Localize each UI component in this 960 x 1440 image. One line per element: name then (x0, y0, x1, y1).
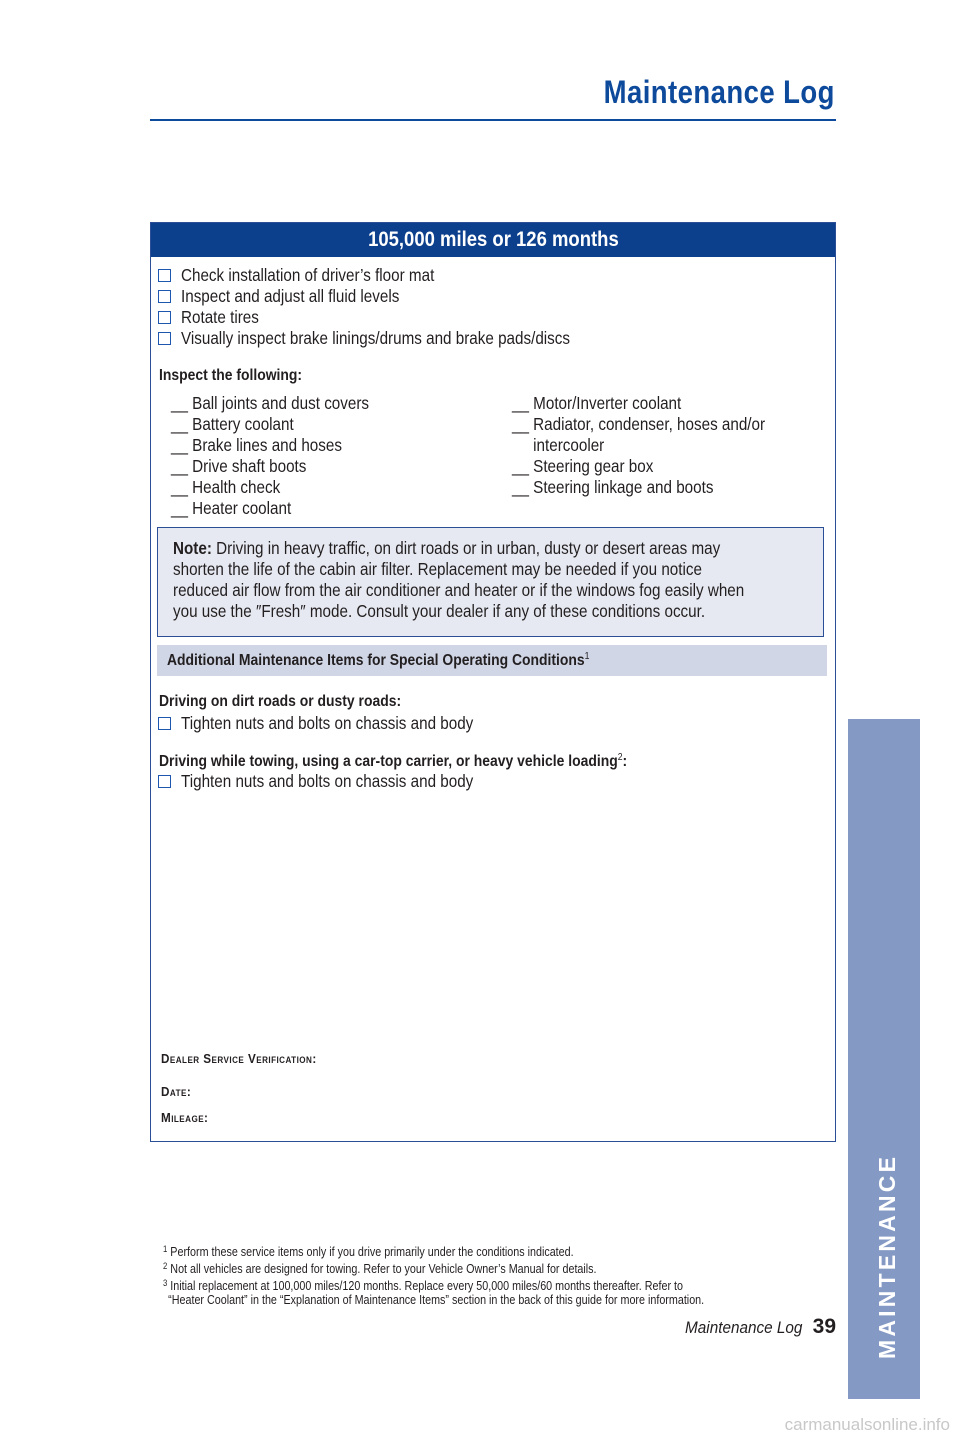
dirt-roads-heading: Driving on dirt roads or dusty roads: (159, 693, 402, 710)
footnote: $^1$ Perform these service items only if you drive primarily under the conditions indicated. (163, 1244, 574, 1259)
inspect-item: __ Drive shaft boots (171, 456, 307, 476)
special-conditions-bar (157, 645, 827, 676)
checkbox-icon[interactable] (158, 775, 171, 788)
footnote: $^3$ Initial replacement at 100,000 miles/120 months. Replace every 50,000 miles/60 months thereafter. Refer to (163, 1278, 684, 1293)
note-text: Note: Driving in heavy traffic, on dirt roads or in urban, dusty or desert areas may shorten the life of the cabin air filter. Replacement may be needed if you notice reduced air flow from the air conditioner and heater or if the windows fog easily when you use the ″Fresh″ mode. Consult your dealer if any of these conditions occur. (173, 538, 745, 621)
inspect-item: __ Radiator, condenser, hoses and/or (512, 414, 766, 434)
section-tab-label: MAINTENANCE (874, 1153, 900, 1359)
inspect-item: __ Steering gear box (512, 456, 654, 476)
inspect-item: __ Motor/Inverter coolant (512, 393, 682, 413)
dealer-verification-label: Dealer Service Verification: (161, 1051, 317, 1066)
footer-section-label: Maintenance Log (685, 1318, 803, 1337)
footnote: $^2$ Not all vehicles are designed for towing. Refer to your Vehicle Owner’s Manual for details. (163, 1261, 597, 1276)
watermark: carmanualsonline.info (784, 1415, 950, 1434)
date-label: Date: (161, 1084, 192, 1099)
maintenance-interval-box: 105,000 miles or 126 months Check installation of driver’s floor mat Inspect and adjust all fluid levels Rotate tires Visually inspect brake linings/drums and brake pads/discs Inspect the following: __ Ball joints and dust covers __ Battery coolant __ Brake lines and hoses __ Drive shaft boots __ Health check __ Heater coolant __ Motor/Inverter coolant __ Radiator, condenser, hoses and/or intercooler __ Steering gear box __ Steering linkage and boots Note: Driving in heavy traffic, on dirt roads or in urban, dusty or desert areas may shorten the life of the cabin air filter. Replacement may be needed if you notice reduced air flow from the air conditioner and heater or if the windows fog easily when you use the ″Fresh″ mode. Consult your dealer if any of these conditions occur. Additional Maintenance Items for Special Operating Conditions$^1$ Driving on dirt roads or dusty roads: Tighten nuts and bolts on chassis and body Driving while towing, using a car-top carrier, or heavy vehicle loading$^2$: Tighten nuts and bolts on chassis and body Dealer Service Verification: Date: Mileage: (150, 222, 836, 1142)
inspect-item: __ Health check (171, 477, 281, 497)
mileage-label: Mileage: (161, 1110, 209, 1125)
inspect-item: __ Steering linkage and boots (512, 477, 714, 497)
title-divider (150, 119, 836, 121)
inspect-item: __ Heater coolant (171, 498, 292, 518)
section-tab (848, 719, 920, 1399)
checkbox-icon[interactable] (158, 717, 171, 730)
inspect-item: intercooler (512, 435, 605, 455)
checkbox-icon[interactable] (158, 332, 171, 345)
inspect-item: __ Ball joints and dust covers (171, 393, 370, 413)
note-box (157, 527, 824, 637)
inspect-item: __ Battery coolant (171, 414, 294, 434)
towing-heading: Driving while towing, using a car-top carrier, or heavy vehicle loading$^2$: (159, 752, 628, 770)
special-conditions-title: Additional Maintenance Items for Special Operating Conditions$^1$ (167, 651, 590, 669)
page-footer (672, 1315, 836, 1339)
interval-title: 105,000 miles or 126 months (367, 228, 619, 251)
checkbox-icon[interactable] (158, 290, 171, 303)
interval-header (151, 223, 835, 257)
inspect-heading: Inspect the following: (159, 367, 303, 384)
checkbox-icon[interactable] (158, 311, 171, 324)
page-title: Maintenance Log (603, 74, 835, 110)
note-label: Note: (173, 538, 212, 558)
inspect-item: __ Brake lines and hoses (171, 435, 342, 455)
checkbox-icon[interactable] (158, 269, 171, 282)
page-number: 39 (812, 1315, 836, 1338)
footnote: “Heater Coolant” in the “Explanation of Maintenance Items” section in the back of this guide for more information. (168, 1293, 705, 1307)
footnotes (163, 1242, 792, 1307)
